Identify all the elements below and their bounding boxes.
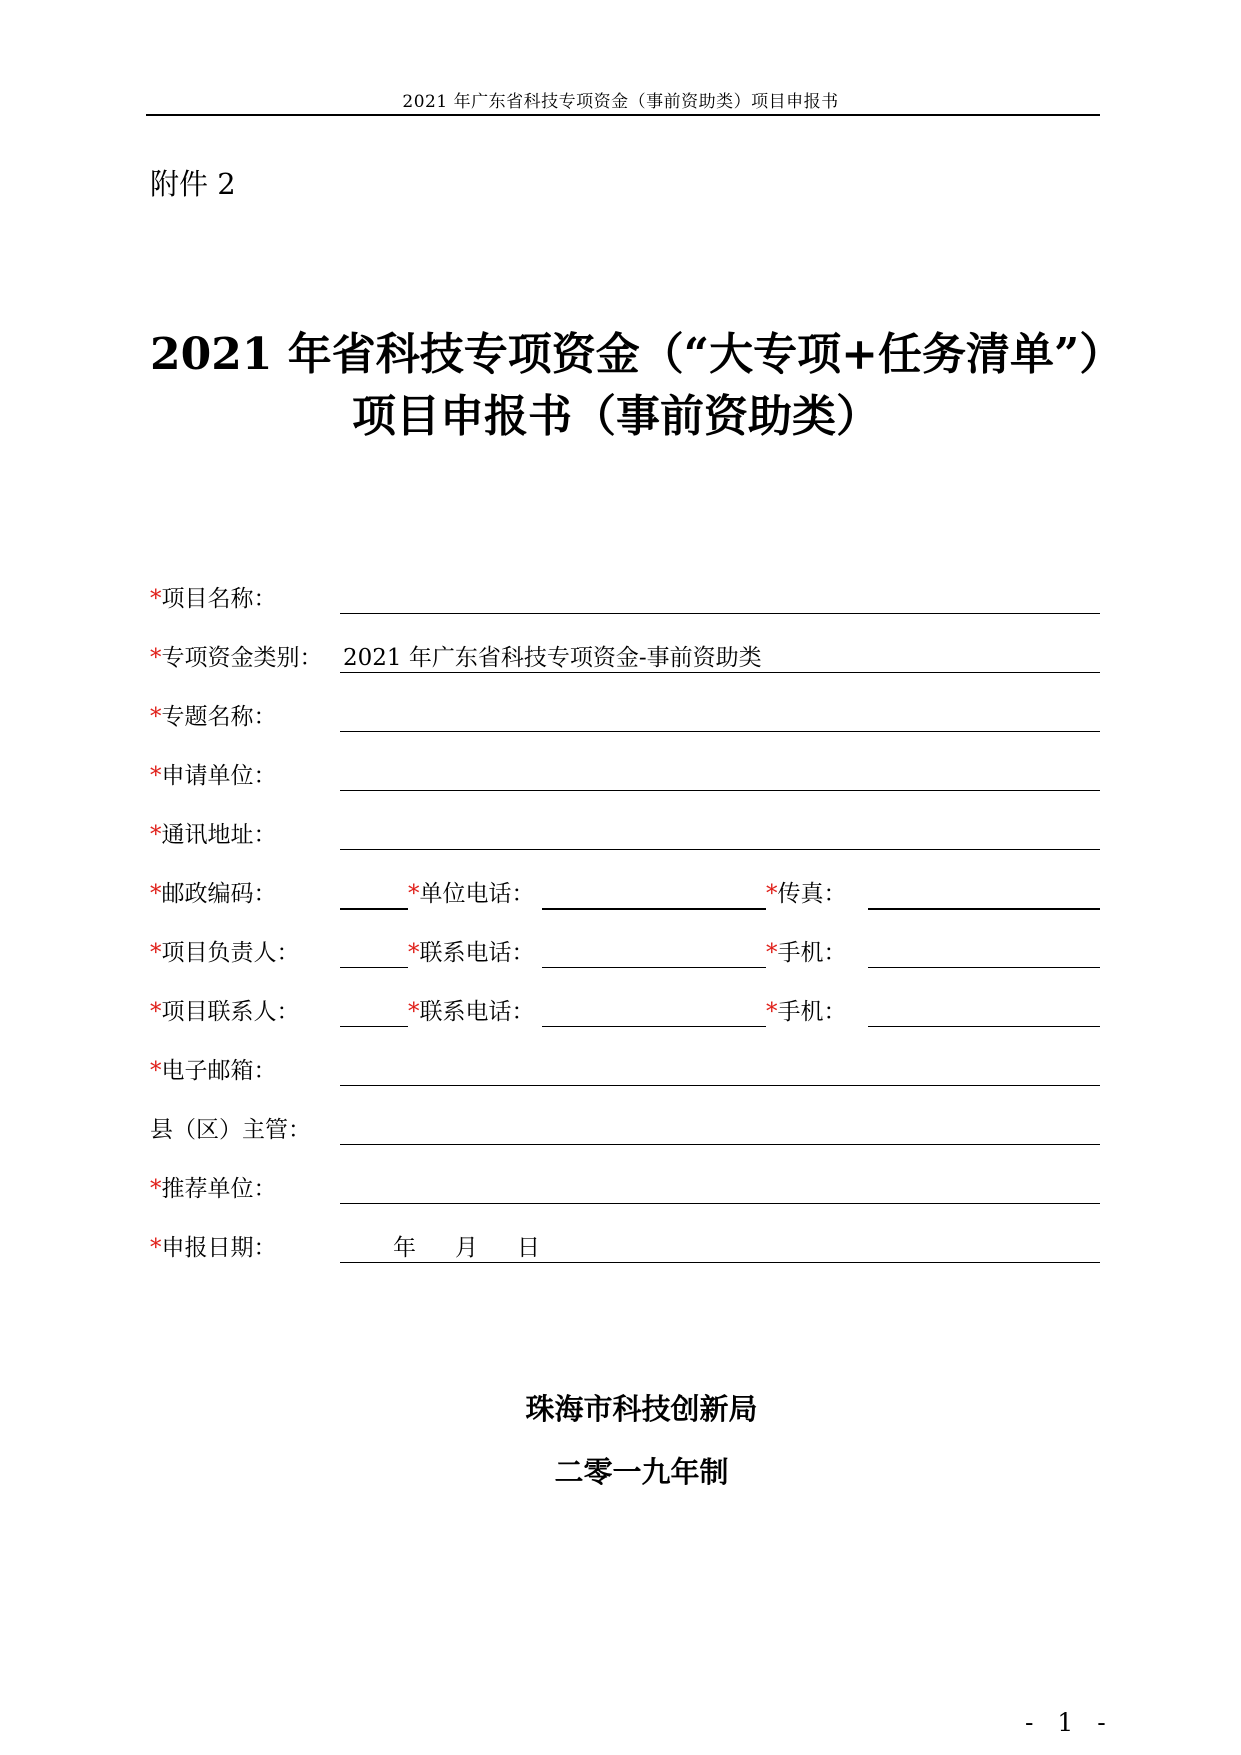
fund-category-value: 2021 年广东省科技专项资金-事前资助类 <box>343 645 762 671</box>
postcode-field[interactable] <box>340 908 408 910</box>
county-field[interactable] <box>340 1144 1100 1145</box>
fax-label: *传真： <box>766 881 847 907</box>
required-mark: * <box>150 1235 162 1261</box>
address-row <box>150 810 1100 850</box>
required-mark: * <box>766 940 778 966</box>
date-label: *申报日期： <box>150 1235 277 1261</box>
recommender-field[interactable] <box>340 1203 1100 1204</box>
required-mark: * <box>408 940 420 966</box>
contact-mobile-label: *手机： <box>766 999 847 1025</box>
leader-field[interactable] <box>340 967 408 968</box>
leader-row <box>150 928 1100 968</box>
date-month-label: 月 <box>455 1235 478 1261</box>
contact-phone-label: *联系电话： <box>408 999 535 1025</box>
county-row <box>150 1105 1100 1145</box>
recommender-label: *推荐单位： <box>150 1176 277 1202</box>
county-label: 县（区）主管： <box>150 1117 311 1143</box>
issuer-date: 二零一九年制 <box>554 1455 729 1489</box>
header-divider <box>146 114 1100 116</box>
topic-name-label: *专题名称： <box>150 704 277 730</box>
required-mark: * <box>766 999 778 1025</box>
leader-mobile-field[interactable] <box>868 967 1100 968</box>
topic-name-field[interactable] <box>340 731 1100 732</box>
document-title-line-1: 2021 年省科技专项资金（“大专项+任务清单”） <box>150 329 1124 380</box>
required-mark: * <box>150 645 162 671</box>
applicant-field[interactable] <box>340 790 1100 791</box>
email-row <box>150 1046 1100 1086</box>
date-field[interactable] <box>340 1262 1100 1263</box>
fax-field[interactable] <box>868 908 1100 910</box>
required-mark: * <box>150 763 162 789</box>
required-mark: * <box>408 881 420 907</box>
contact-phone-field[interactable] <box>542 1026 766 1027</box>
applicant-row <box>150 751 1100 791</box>
required-mark: * <box>150 704 162 730</box>
contact-mobile-field[interactable] <box>868 1026 1100 1027</box>
recommender-row <box>150 1164 1100 1204</box>
email-label: *电子邮箱： <box>150 1058 277 1084</box>
page-number: - 1 - <box>1025 1708 1114 1737</box>
topic-name-row <box>150 692 1100 732</box>
address-field[interactable] <box>340 849 1100 850</box>
fund-category-label: *专项资金类别： <box>150 645 323 671</box>
leader-mobile-label: *手机： <box>766 940 847 966</box>
running-header: 2021 年广东省科技专项资金（事前资助类）项目申报书 <box>402 92 839 112</box>
postcode-phone-fax-row <box>150 869 1100 909</box>
required-mark: * <box>150 586 162 612</box>
date-row <box>150 1223 1100 1263</box>
date-day-label: 日 <box>517 1235 540 1261</box>
unit-phone-field[interactable] <box>542 908 766 910</box>
required-mark: * <box>408 999 420 1025</box>
leader-label: *项目负责人： <box>150 940 300 966</box>
contact-field[interactable] <box>340 1026 408 1027</box>
applicant-label: *申请单位： <box>150 763 277 789</box>
contact-label: *项目联系人： <box>150 999 300 1025</box>
required-mark: * <box>766 881 778 907</box>
required-mark: * <box>150 999 162 1025</box>
required-mark: * <box>150 1176 162 1202</box>
leader-phone-field[interactable] <box>542 967 766 968</box>
email-field[interactable] <box>340 1085 1100 1086</box>
required-mark: * <box>150 1058 162 1084</box>
project-name-label: *项目名称： <box>150 586 277 612</box>
document-title-line-2: 项目申报书（事前资助类） <box>352 391 880 442</box>
attachment-label: 附件 2 <box>150 167 236 201</box>
required-mark: * <box>150 822 162 848</box>
leader-phone-label: *联系电话： <box>408 940 535 966</box>
issuer-organization: 珠海市科技创新局 <box>525 1392 758 1426</box>
fund-category-field[interactable] <box>340 672 1100 673</box>
date-year-label: 年 <box>393 1235 416 1261</box>
project-name-row <box>150 574 1100 614</box>
address-label: *通讯地址： <box>150 822 277 848</box>
postcode-label: *邮政编码： <box>150 881 277 907</box>
fund-category-row <box>150 633 1100 673</box>
project-name-field[interactable] <box>340 613 1100 614</box>
required-mark: * <box>150 881 162 907</box>
unit-phone-label: *单位电话： <box>408 881 535 907</box>
required-mark: * <box>150 940 162 966</box>
contact-row <box>150 987 1100 1027</box>
